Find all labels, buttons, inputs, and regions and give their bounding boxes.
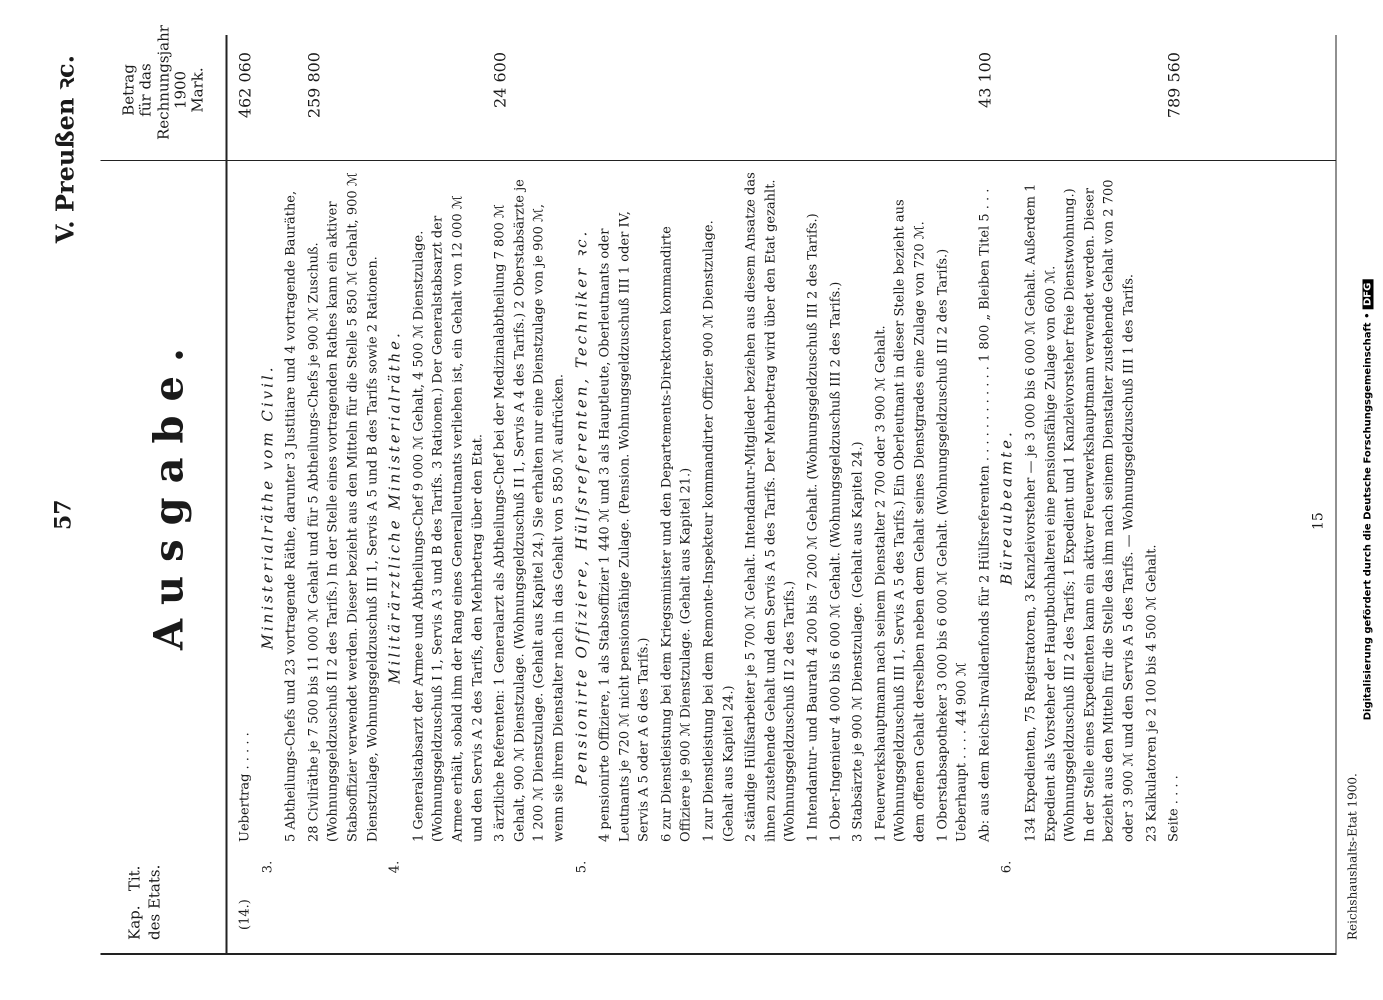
tit-cell xyxy=(1021,842,1139,892)
kap-cell xyxy=(933,892,972,930)
entry-text: 23 Kalkulatoren je 2 100 bis 4 500 ℳ Gehalt. xyxy=(1143,544,1159,842)
amount-cell xyxy=(409,40,487,172)
amount-cell xyxy=(699,40,738,172)
ledger-row xyxy=(235,40,255,930)
kap-cell xyxy=(1142,892,1162,930)
tit-cell: 3. xyxy=(259,860,275,874)
dfg-badge: DFG xyxy=(1363,280,1374,309)
kap-cell xyxy=(281,892,301,930)
column-header-amount xyxy=(119,25,206,140)
tit-cell xyxy=(595,842,654,892)
tit-cell xyxy=(848,842,868,892)
kap-cell xyxy=(385,892,405,930)
tit-cell xyxy=(657,842,696,892)
amount-cell xyxy=(657,40,696,172)
ledger-row xyxy=(657,40,696,930)
section-heading: Ministerialräthe vom Civil. xyxy=(257,364,276,650)
tit-cell: 6. xyxy=(999,860,1015,874)
amount-header-line: 1900 xyxy=(170,70,189,110)
tit-cell xyxy=(281,842,301,892)
amount-cell xyxy=(826,40,846,172)
kap-cell: (14.) xyxy=(237,899,252,930)
amount-cell: 462 060 xyxy=(235,52,254,119)
ledger-row xyxy=(281,40,301,930)
tit-cell: 5. xyxy=(573,860,589,874)
bottom-rule xyxy=(1335,35,1336,955)
kap-cell xyxy=(258,892,278,930)
ledger-row xyxy=(848,40,868,930)
amount-cell xyxy=(997,40,1017,172)
ledger-row xyxy=(595,40,654,930)
entry-text: 1 Feuerwerkshauptmann nach seinem Dienstalter 2 700 oder 3 900 ℳ Gehalt. (Wohnungsgeldzuschuß III 1, Servis A 5 des Tarifs.) Ein Oberleutnant in dieser Stelle bezieht aus dem offenen Gehalt derselben neben dem Gehalt seines Dienstgrades eine Zulage von 720 ℳ. xyxy=(872,199,927,842)
col-etats-label: des Etats. xyxy=(144,864,163,940)
kap-cell xyxy=(871,892,930,930)
entry-text: 5 Abtheilungs-Chefs und 23 vortragende Räthe, darunter 3 Justitiare und 4 vortragende Bauräthe, xyxy=(283,190,299,842)
col-tit-label: Tit. xyxy=(125,865,143,892)
tit-cell xyxy=(699,842,738,892)
ledger-row xyxy=(826,40,846,930)
entry-text: 6 zur Dienstleistung bei dem Kriegsminister und den Departements-Direktoren kommandirte Offiziere je 900 ℳ Dienstzulage. (Gehalt aus Kapitel 21.) xyxy=(658,226,694,842)
tit-cell xyxy=(741,842,800,892)
ledger-row xyxy=(933,40,972,930)
tit-cell xyxy=(490,842,568,892)
amount-cell: 43 100 xyxy=(974,52,994,108)
tit-cell xyxy=(803,842,823,892)
section-heading: Büreaubeamte. xyxy=(997,429,1016,585)
amount-cell xyxy=(258,40,278,172)
entry-text: 1 zur Dienstleistung bei dem Remonte-Inspekteur kommandirter Offizier 900 ℳ Dienstzulage. (Gehalt aus Kapitel 24.) xyxy=(701,220,736,842)
ledger-row xyxy=(699,40,738,930)
amount-cell xyxy=(385,40,405,172)
entry-text: 2 ständige Hülfsarbeiter je 5 700 ℳ Gehalt. Intendantur-Mitglieder beziehen aus diesem Ansatze das ihnen zustehende Gehalt und den Servis A 5 des Tarifs. Der Mehrbetrag wird über den Etat gezahlt. (Wohnungsgeldzuschuß II 2 des Tarifs.) xyxy=(743,172,798,842)
tit-cell xyxy=(975,842,995,892)
kap-cell xyxy=(409,892,487,930)
entry-text: 3 Stabsärzte je 900 ℳ Dienstzulage. (Gehalt aus Kapitel 24.) xyxy=(850,441,866,842)
footer-number: 15 xyxy=(1310,512,1326,530)
ledger-row xyxy=(871,40,930,930)
col-kap-label: Kap. xyxy=(125,905,143,940)
ledger-row xyxy=(409,40,487,930)
entry-text: 28 Civilräthe je 7 500 bis 11 000 ℳ Gehalt und für 5 Abtheilungs-Chefs je 900 ℳ Zuschuß. (Wohnungsgeldzuschuß II 2 des Tarifs.) In der Stelle eines vortragenden Rathes kann ein aktiver Stabsoffizier verwendet werden. Dieser bezieht aus den Mitteln für die Stelle 5 850 ℳ Gehalt, 900 ℳ Dienstzulage, Wohnungsgeldzuschuß III 1, Servis A 5 und B des Tarifs sowie 2 Rationen. xyxy=(305,172,380,842)
tit-cell xyxy=(235,842,255,892)
amount-cell xyxy=(1142,40,1162,172)
amount-cell: 24 600 xyxy=(490,52,510,108)
ledger-body xyxy=(235,40,1187,930)
entry-text: 134 Expedienten, 75 Registratoren, 3 Kanzleivorsteher — je 3 000 bis 6 000 ℳ Gehalt. Außerdem 1 Expedient als Vorsteher der Hauptbuchhalterei eine pensionsfähige Zulage von 600 ℳ. (Wohnungsgeldzuschuß III 2 des Tarifs; 1 Expedient und 1 Kanzleivorsteher freie Dienstwohnung.) In der Stelle eines Expedienten kann ein aktiver Feuerwerkshauptmann verwendet werden. Dieser bezieht aus den Mitteln für die Stelle das ihm nach seinem Dienstalter zustehende Gehalt von 2 700 oder 3 900 ℳ und den Servis A 5 des Tarifs. — Wohnungsgeldzuschuß III 1 des Tarifs. xyxy=(1022,179,1136,842)
ledger-row xyxy=(997,40,1017,930)
kap-cell xyxy=(699,892,738,930)
kap-cell xyxy=(572,892,592,930)
amount-cell: 259 800 xyxy=(303,52,323,119)
kap-cell xyxy=(975,892,995,930)
entry-text: 4 pensionirte Offiziere, 1 als Stabsoffizier 1 440 ℳ und 3 als Hauptleute, Oberleutnants oder Leutnants je 720 ℳ nicht pensionsfähige Zulage. (Pension. Wohnungsgeldzuschuß III 1 oder IV, Servis A 5 oder A 6 des Tarifs.) xyxy=(597,211,652,842)
ledger-row xyxy=(258,40,278,930)
section-heading: Pensionirte Offiziere, Hülfsreferenten, Techniker ꝛc. xyxy=(571,228,590,786)
entry-text: Ab: aus dem Reichs-Invalidenfonds für 2 Hülfsreferenten . . . . . . . . . . . . 1 800 „ Bleiben Titel 5 . . . xyxy=(976,188,992,842)
amount-cell xyxy=(741,40,800,172)
amount-header-line: Rechnungsjahr xyxy=(153,25,172,140)
ledger-row xyxy=(572,40,592,930)
kap-cell xyxy=(826,892,846,930)
tit-cell xyxy=(826,842,846,892)
ledger-row xyxy=(1142,40,1162,930)
section-heading: Militärärztliche Ministerialräthe. xyxy=(385,330,404,684)
ledger-row xyxy=(490,40,568,930)
kap-cell xyxy=(595,892,654,930)
entry-text: Seite . . . . xyxy=(1166,775,1182,842)
tit-cell xyxy=(1164,842,1184,892)
ledger-row xyxy=(1164,40,1184,930)
amount-header-line: Betrag xyxy=(119,64,137,116)
tit-cell xyxy=(304,842,382,892)
entry-text: 3 ärztliche Referenten: 1 Generalarzt als Abtheilungs-Chef bei der Medizinalabtheilung 7 800 ℳ Gehalt, 900 ℳ Dienstzulage. (Wohnungsgeldzuschuß II 1, Servis A 4 des Tarifs.) 2 Oberstabsärzte je 1 200 ℳ Dienstzulage. (Gehalt aus Kapitel 24.) Sie erhalten nur eine Dienstzulage von je 900 ℳ, wenn sie ihrem Dienstalter nach in das Gehalt von 5 850 ℳ aufrücken. xyxy=(492,179,566,842)
tit-cell xyxy=(1142,842,1162,892)
tit-cell: 4. xyxy=(387,860,403,874)
column-header-kap-tit xyxy=(125,865,164,940)
left-border xyxy=(100,953,1335,955)
kap-cell xyxy=(848,892,868,930)
ledger-row xyxy=(803,40,823,930)
ledger-row xyxy=(304,40,382,930)
page-title: Ausgabe. xyxy=(145,334,192,650)
chapter-heading: V. Preußen ꝛc. xyxy=(50,55,79,244)
amount-cell xyxy=(572,40,592,172)
kap-cell xyxy=(1021,892,1139,930)
entry-text: 1 Intendantur- und Baurath 4 200 bis 7 200 ℳ Gehalt. (Wohnungsgeldzuschuß III 2 des Tarifs.) xyxy=(805,213,821,842)
kap-cell xyxy=(657,892,696,930)
amount-cell xyxy=(1021,40,1139,172)
entry-text: Uebertrag . . . . . xyxy=(237,732,252,842)
kap-cell xyxy=(1164,892,1184,930)
amount-cell xyxy=(933,40,972,172)
tit-cell xyxy=(933,842,972,892)
ledger-row xyxy=(385,40,405,930)
amount-cell xyxy=(281,40,301,172)
side-strip xyxy=(1357,0,1379,1000)
ledger-row xyxy=(1021,40,1139,930)
amount-header-line: Mark. xyxy=(188,67,206,113)
kap-cell xyxy=(997,892,1017,930)
amount-cell xyxy=(803,40,823,172)
entry-text: 1 Generalstabsarzt der Armee und Abtheilungs-Chef 9 000 ℳ Gehalt, 4 500 ℳ Dienstzulage. (Wohnungsgeldzuschuß I 1, Servis A 3 und B des Tarifs. 3 Rationen.) Der Generalstabsarzt der Armee erhält, sobald ihm der Rang eines Generalleutnants verliehen ist, ein Gehalt von 12 000 ℳ und den Servis A 2 des Tarifs, den Mehrbetrag über den Etat. xyxy=(410,195,485,842)
tit-cell xyxy=(871,842,930,892)
footer-left: Reichshaushalts-Etat 1900. xyxy=(1345,773,1359,940)
amount-cell: 789 560 xyxy=(1164,52,1184,119)
kap-cell xyxy=(803,892,823,930)
entry-text: 1 Oberstabsapotheker 3 000 bis 6 000 ℳ Gehalt. (Wohnungsgeldzuschuß III 2 des Tarifs.) Ueberhaupt . . . . 44 900 ℳ xyxy=(934,248,970,842)
ledger-row xyxy=(975,40,995,930)
tit-cell xyxy=(409,842,487,892)
amount-header-line: für das xyxy=(136,63,155,117)
header-rule xyxy=(225,35,227,955)
digitization-note: Digitalisierung gefördert durch die Deutsche Forschungsgemeinschaft • xyxy=(1362,312,1374,721)
entry-text: 1 Ober-Ingenieur 4 000 bis 6 000 ℳ Gehalt. (Wohnungsgeldzuschuß III 2 des Tarifs.) xyxy=(827,281,843,842)
page-number: 57 xyxy=(50,499,76,530)
kap-cell xyxy=(490,892,568,930)
ledger-row xyxy=(741,40,800,930)
amount-cell xyxy=(848,40,868,172)
amount-cell xyxy=(871,40,930,172)
amount-cell xyxy=(595,40,654,172)
kap-cell xyxy=(304,892,382,930)
kap-cell xyxy=(741,892,800,930)
